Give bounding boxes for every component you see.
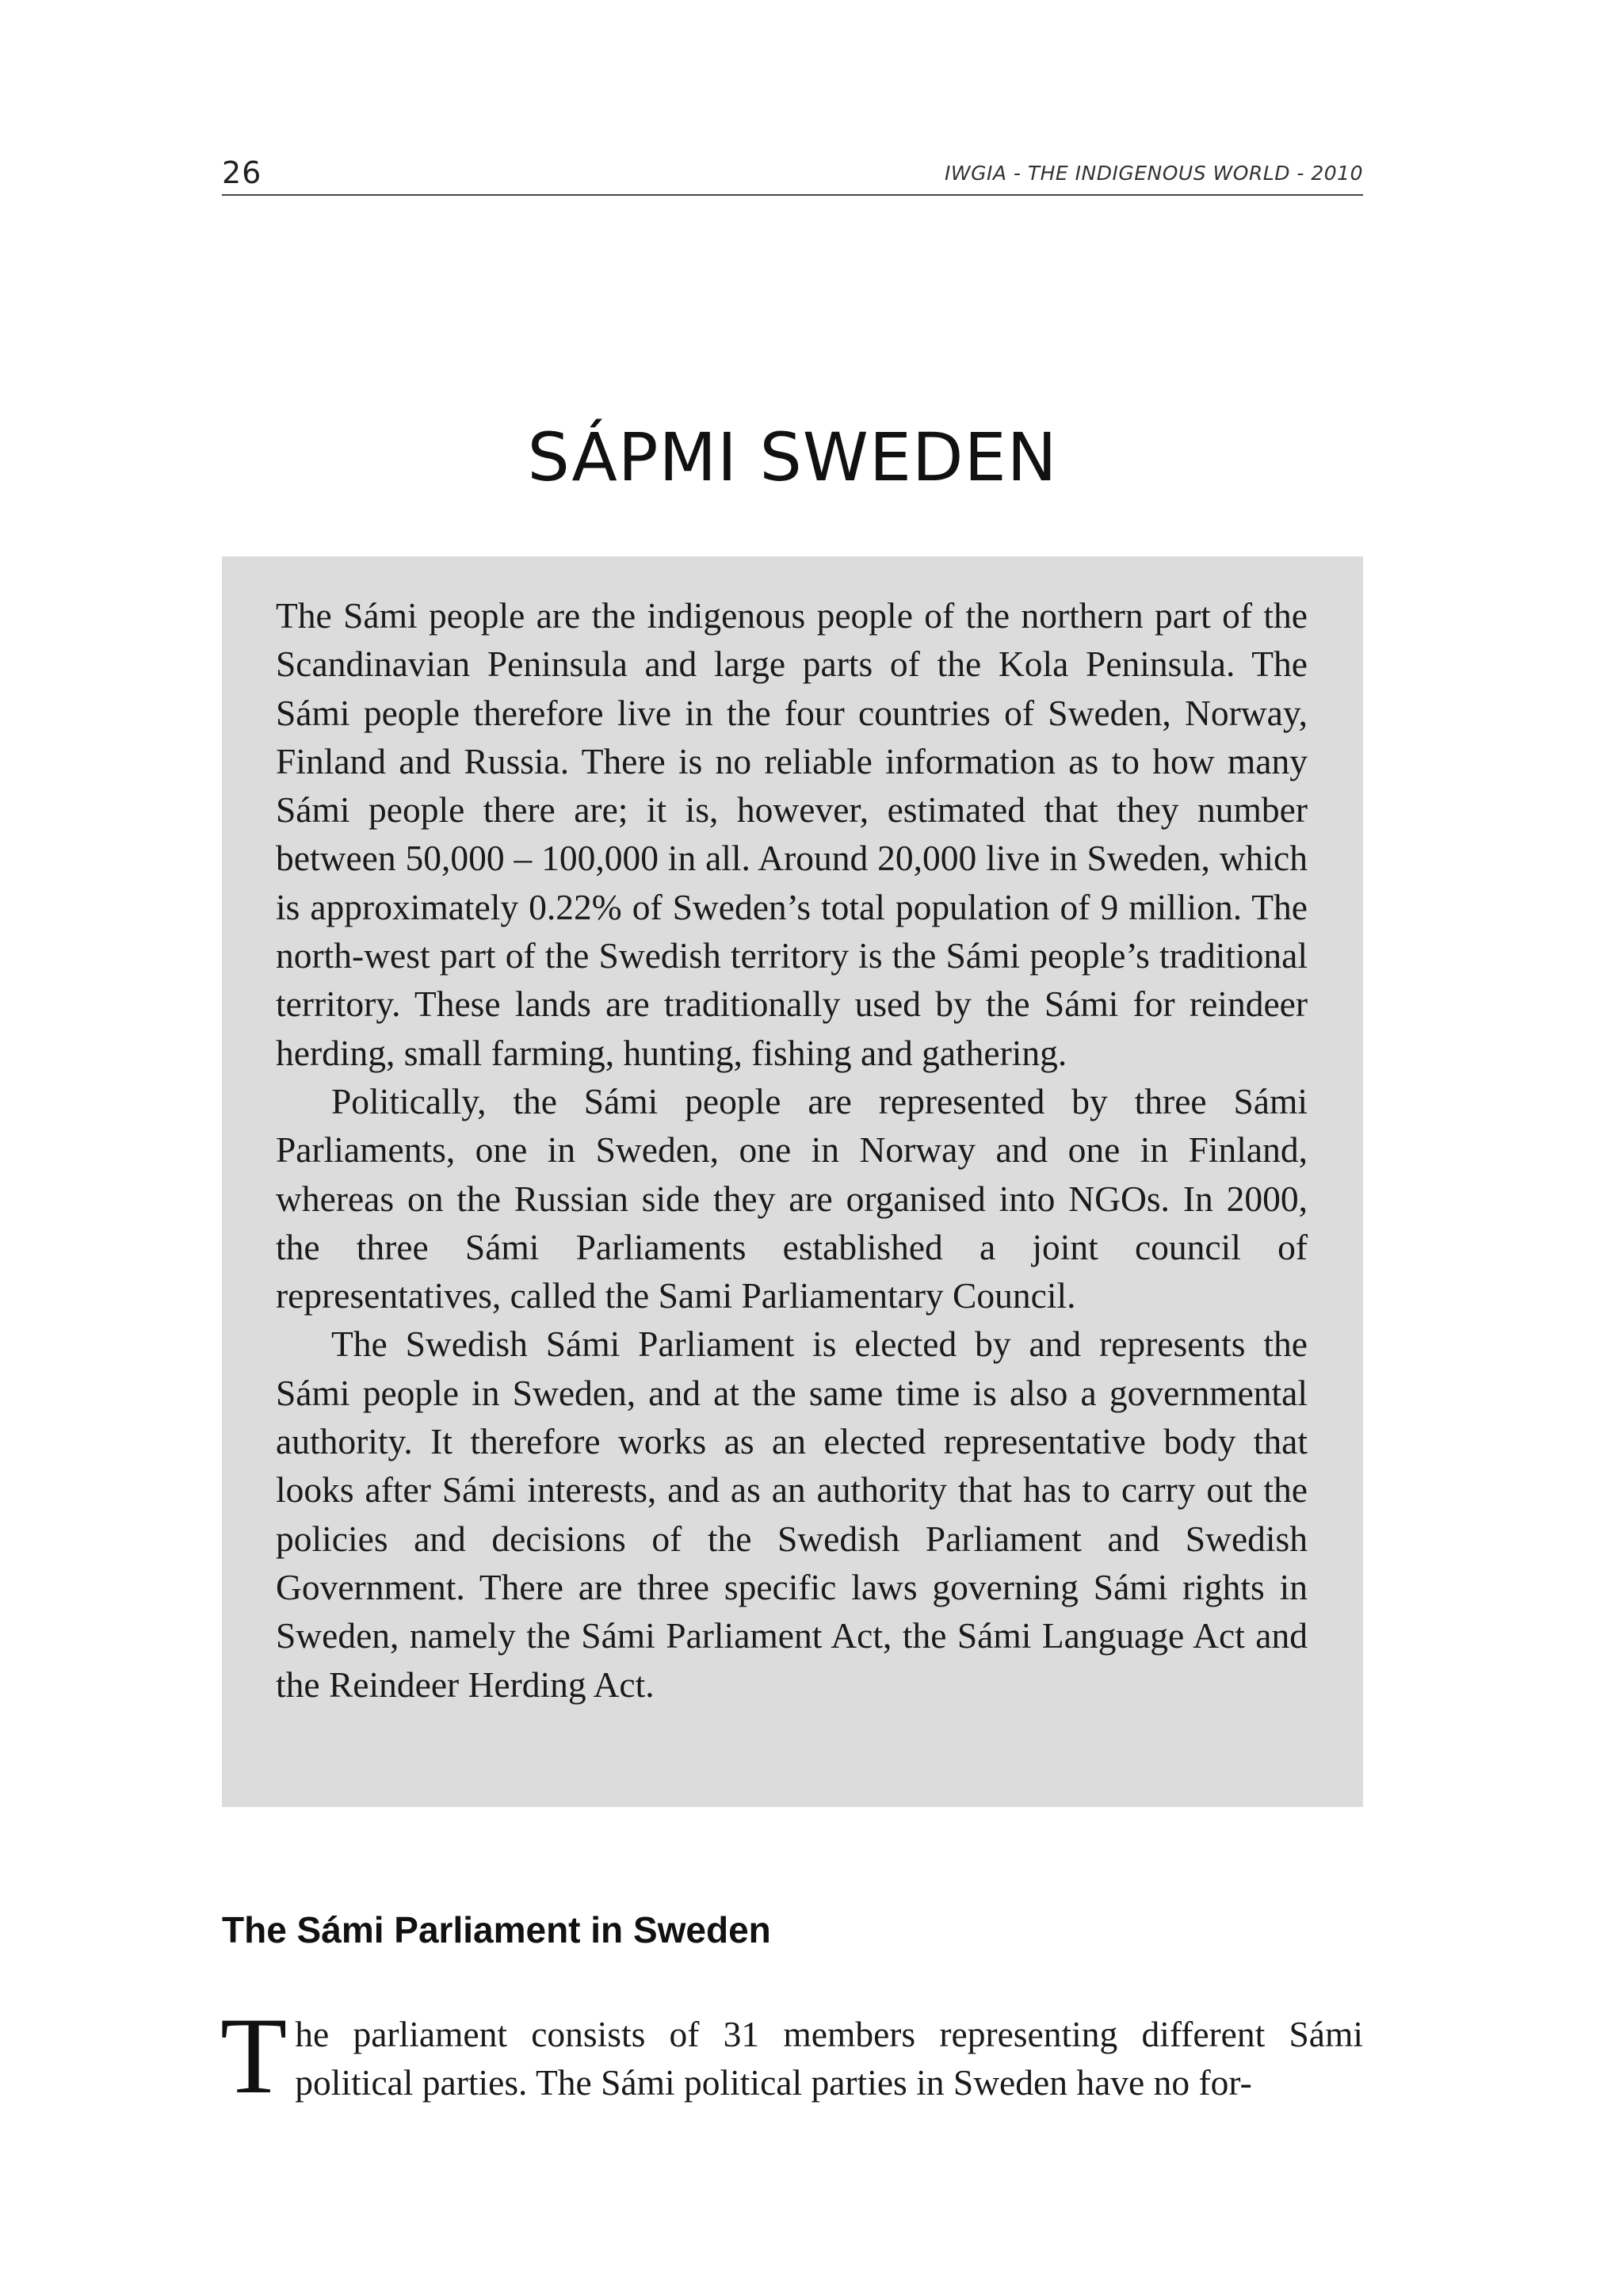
chapter-title: SÁPMI SWEDEN (527, 418, 1058, 496)
header-divider (222, 194, 1363, 196)
intro-paragraph: Politically, the Sámi people are represented by three Sámi Parliaments, one in Sweden, one in Norway and one in Finland, whereas on the Russian side they are organised into NGOs. In 2000, the three Sámi Parliaments established a joint council of representatives, called the Sami Parliamentary Council. (276, 1080, 1308, 1316)
page-number: 26 (222, 155, 262, 190)
intro-paragraph: The Sámi people are the indigenous people of the northern part of the Scandinavian Peninsula and large parts of the Kola Peninsula. The Sámi people therefore live in the four countries of Sweden, Norway, Finland and Russia. There is no reliable information as to how many Sámi people there are; it is, however, estimated that they number between 50,000 – 100,000 in all. Around 20,000 live in Sweden, which is approximately 0.22% of Sweden’s total population of 9 million. The north-west part of the Swedish territory is the Sámi people’s traditional territory. These lands are traditionally used by the Sámi for reindeer herding, small farming, hunting, fishing and gathering. (276, 595, 1308, 1073)
body-paragraph (220, 1995, 1363, 2116)
body-paragraph-text: he parliament consists of 31 members representing different Sámi political parties. The Sámi political parties in Sweden have no for- (295, 2014, 1363, 2103)
section-heading: The Sámi Parliament in Sweden (222, 1909, 771, 1950)
drop-cap: T (220, 1995, 288, 2116)
intro-box (222, 556, 1363, 1807)
intro-paragraph: The Swedish Sámi Parliament is elected by and represents the Sámi people in Sweden, and at the same time is also a governmental authority. It therefore works as an elected representative body that looks after Sámi interests, and as an authority that has to carry out the policies and decisions of the Swedish Parliament and Swedish Government. There are three specific laws governing Sámi rights in Sweden, namely the Sámi Parliament Act, the Sámi Language Act and the Reindeer Herding Act. (276, 1324, 1308, 1705)
running-header: IWGIA - THE INDIGENOUS WORLD - 2010 (944, 162, 1363, 185)
